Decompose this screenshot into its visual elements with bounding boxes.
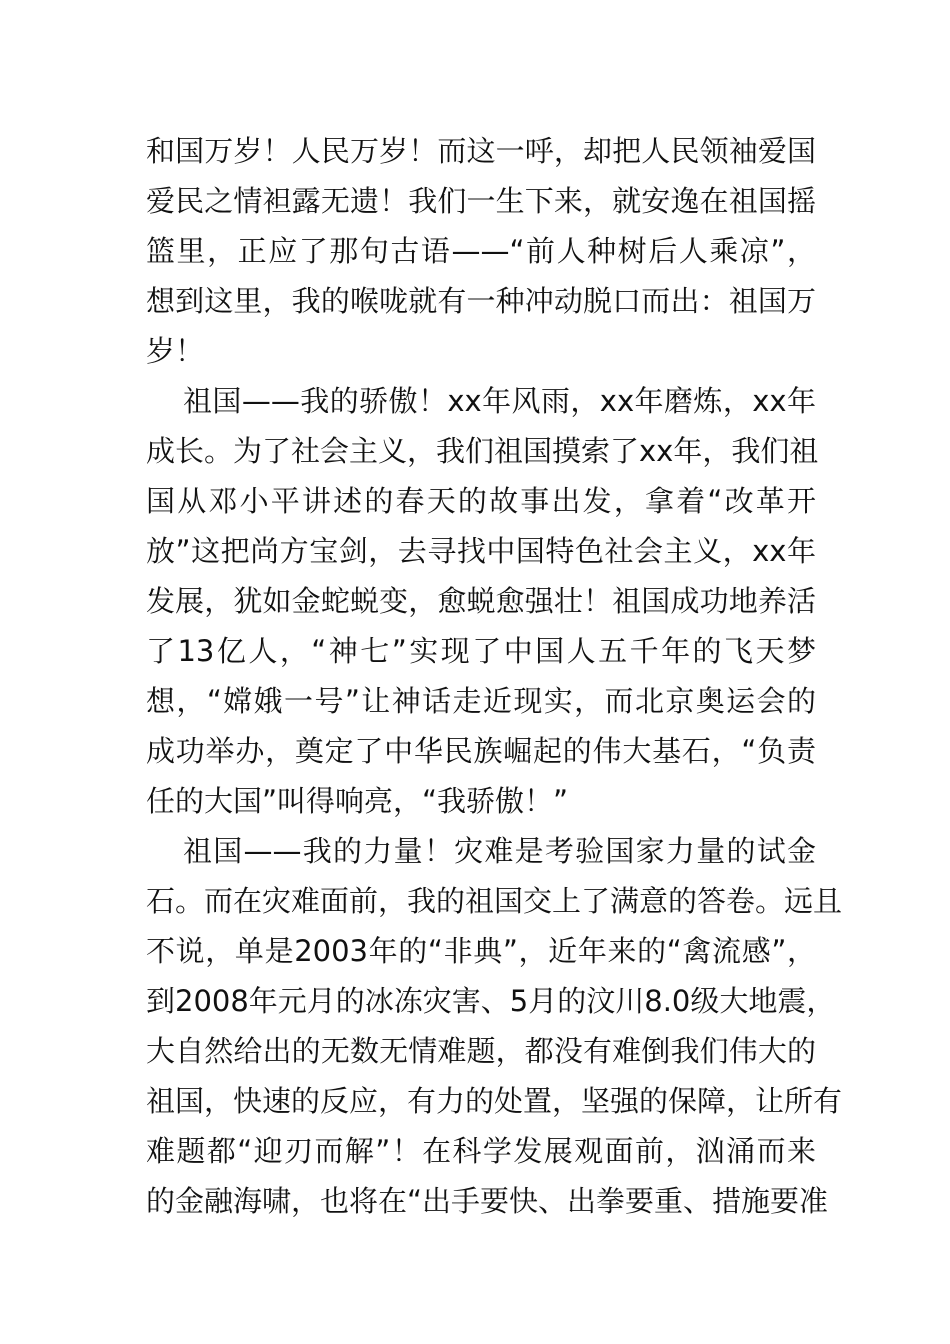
text-line: 想到这里，我的喉咙就有一种冲动脱口而出：祖国万 [146, 284, 816, 318]
text-line: 祖国——我的力量！灾难是考验国家力量的试金 [183, 834, 816, 868]
text-line: 大自然给出的无数无情难题，都没有难倒我们伟大的 [146, 1034, 816, 1068]
text-line: 到2008年元月的冰冻灾害、5月的汶川8.0级大地震， [146, 984, 836, 1018]
text-line: 岁！ [146, 334, 205, 368]
text-line: 任的大国”叫得响亮，“我骄傲！” [146, 784, 569, 818]
text-line: 的金融海啸，也将在“出手要快、出拳要重、措施要准 [146, 1184, 829, 1218]
text-line: 祖国——我的骄傲！xx年风雨，xx年磨炼，xx年 [183, 384, 816, 418]
text-line: 想，“嫦娥一号”让神话走近现实，而北京奥运会的 [146, 684, 816, 718]
body-text [146, 126, 843, 1226]
text-line: 和国万岁！人民万岁！而这一呼，却把人民领袖爱国 [146, 134, 816, 168]
text-line: 爱民之情袒露无遗！我们一生下来，就安逸在祖国摇 [146, 184, 816, 218]
text-line: 国从邓小平讲述的春天的故事出发，拿着“改革开 [146, 484, 816, 518]
text-line: 难题都“迎刃而解”！在科学发展观面前，汹涌而来 [146, 1134, 816, 1168]
text-line: 发展，犹如金蛇蜕变，愈蜕愈强壮！祖国成功地养活 [146, 584, 816, 618]
text-line: 祖国，快速的反应，有力的处置，坚强的保障，让所有 [146, 1084, 843, 1118]
text-line: 篮里，正应了那句古语——“前人种树后人乘凉”， [146, 234, 816, 268]
text-line: 不说，单是2003年的“非典”，近年来的“禽流感”， [146, 934, 816, 968]
text-line: 了13亿人，“神七”实现了中国人五千年的飞天梦 [146, 634, 816, 668]
text-line: 石。而在灾难面前，我的祖国交上了满意的答卷。远且 [146, 884, 843, 918]
text-line: 放”这把尚方宝剑，去寻找中国特色社会主义，xx年 [146, 534, 816, 568]
text-line: 成功举办，奠定了中华民族崛起的伟大基石，“负责 [146, 734, 816, 768]
text-line: 成长。为了社会主义，我们祖国摸索了xx年，我们祖 [146, 434, 819, 468]
